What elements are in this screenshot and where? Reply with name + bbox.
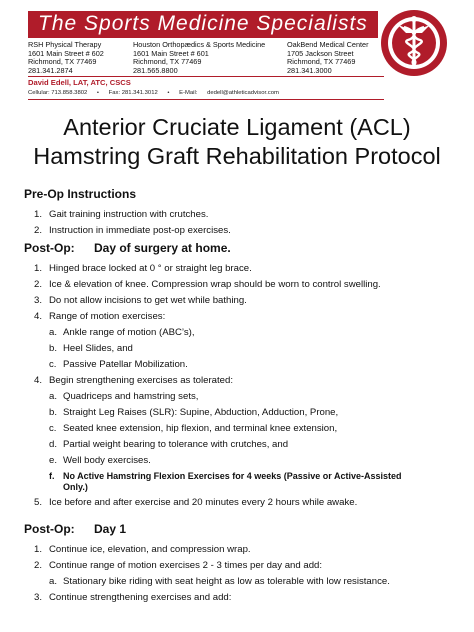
office-phone: 281.341.2874 — [28, 65, 73, 75]
item-letter: c. — [49, 423, 57, 434]
office-name: Houston Orthopædics & Sports Medicine — [133, 40, 266, 49]
item-text: Gait training instruction with crutches. — [49, 209, 209, 220]
item-text: Continue range of motion exercises 2 - 3 times per day and add: — [49, 560, 323, 571]
item-letter: a. — [49, 576, 58, 587]
item-number: 1. — [34, 209, 43, 220]
office-city: Richmond, TX 77469 — [28, 57, 97, 67]
item-number: 3. — [34, 592, 43, 603]
office-name: OakBend Medical Center — [287, 40, 369, 49]
office-phone: 281.341.3000 — [287, 65, 332, 75]
item-number: 4. — [34, 375, 43, 386]
item-letter: d. — [49, 439, 58, 450]
item-text: Well body exercises. — [63, 455, 151, 466]
item-text: Passive Patellar Mobilization. — [63, 359, 188, 370]
item-letter: a. — [49, 391, 58, 402]
item-text: No Active Hamstring Flexion Exercises for 4 weeks (Passive or Active-Assisted — [63, 471, 402, 481]
item-text: Quadriceps and hamstring sets, — [63, 391, 199, 402]
item-letter: e. — [49, 455, 58, 466]
email-label: E-Mail: — [179, 90, 198, 96]
section-heading-postop-day1 — [24, 522, 127, 536]
office-city: Richmond, TX 77469 — [133, 57, 202, 67]
section-heading-preop: Pre-Op Instructions — [24, 187, 137, 201]
bullet: • — [167, 90, 170, 96]
item-text: Stationary bike riding with seat height as low as tolerable with low resistance. — [63, 576, 390, 587]
item-number: 2. — [34, 225, 43, 236]
office-houston-ortho — [133, 41, 265, 75]
letterhead-banner — [28, 11, 378, 38]
staff-name: David Edell, LAT, ATC, CSCS — [28, 78, 131, 87]
item-text: Hinged brace locked at 0 ° or straight leg brace. — [49, 263, 252, 274]
item-text: Partial weight bearing to tolerance with crutches, and — [63, 439, 289, 450]
item-letter: b. — [49, 407, 58, 418]
office-phone: 281.565.8800 — [133, 65, 178, 75]
contact-line — [28, 90, 287, 96]
heading-label: Post-Op: — [24, 241, 75, 255]
item-letter: c. — [49, 359, 57, 370]
item-text: Ankle range of motion (ABC’s), — [63, 327, 195, 338]
item-number: 5. — [34, 497, 43, 508]
heading-label: Post-Op: — [24, 522, 75, 536]
office-name: RSH Physical Therapy — [28, 40, 102, 49]
item-text: Do not allow incisions to get wet while bathing. — [49, 295, 247, 306]
item-text: Continue strengthening exercises and add: — [49, 592, 232, 603]
item-letter: f. — [49, 471, 55, 481]
item-text: Continue ice, elevation, and compression wrap. — [49, 544, 251, 555]
section-heading-postop-surgery — [24, 241, 231, 255]
email-address: dedell@athleticadvisor.com — [207, 90, 279, 96]
item-text: Instruction in immediate post-op exercises. — [49, 225, 231, 236]
item-number: 3. — [34, 295, 43, 306]
office-rsh — [28, 41, 104, 75]
bullet: • — [96, 90, 99, 96]
office-street: 1601 Main Street # 601 — [133, 48, 209, 58]
letterhead-title: The Sports Medicine Specialists — [38, 12, 368, 35]
office-street: 1705 Jackson Street — [287, 48, 354, 58]
item-text: Begin strengthening exercises as tolerated: — [49, 375, 233, 386]
heading-day: Day 1 — [94, 522, 127, 536]
item-number: 4. — [34, 311, 43, 322]
item-text: Ice before and after exercise and 20 minutes every 2 hours while awake. — [49, 497, 358, 508]
item-letter: b. — [49, 343, 58, 354]
item-text: Straight Leg Raises (SLR): Supine, Abduction, Adduction, Prone, — [63, 407, 339, 418]
item-text: Only.) — [63, 482, 88, 492]
item-text: Ice & elevation of knee. Compression wrap should be worn to control swelling. — [49, 279, 381, 290]
item-number: 2. — [34, 279, 43, 290]
item-text: Heel Slides, and — [63, 343, 133, 354]
header-divider-lower — [28, 99, 384, 100]
item-text: Seated knee extension, hip flexion, and terminal knee extension, — [63, 423, 338, 434]
office-city: Richmond, TX 77469 — [287, 57, 356, 67]
item-number: 2. — [34, 560, 43, 571]
heading-day: Day of surgery at home. — [94, 241, 231, 255]
office-oakbend — [287, 41, 369, 75]
header-divider — [28, 76, 384, 77]
item-text: Range of motion exercises: — [49, 311, 166, 322]
document-title-line1: Anterior Cruciate Ligament (ACL) — [63, 114, 411, 140]
office-street: 1601 Main Street # 602 — [28, 48, 104, 58]
item-number: 1. — [34, 263, 43, 274]
caduceus-emblem-icon — [378, 7, 450, 79]
item-number: 1. — [34, 544, 43, 555]
fax: Fax: 281.341.3012 — [108, 90, 158, 96]
item-letter: a. — [49, 327, 58, 338]
document-title-line2: Hamstring Graft Rehabilitation Protocol — [33, 143, 441, 169]
cellular: Cellular: 713.858.3802 — [28, 90, 88, 96]
